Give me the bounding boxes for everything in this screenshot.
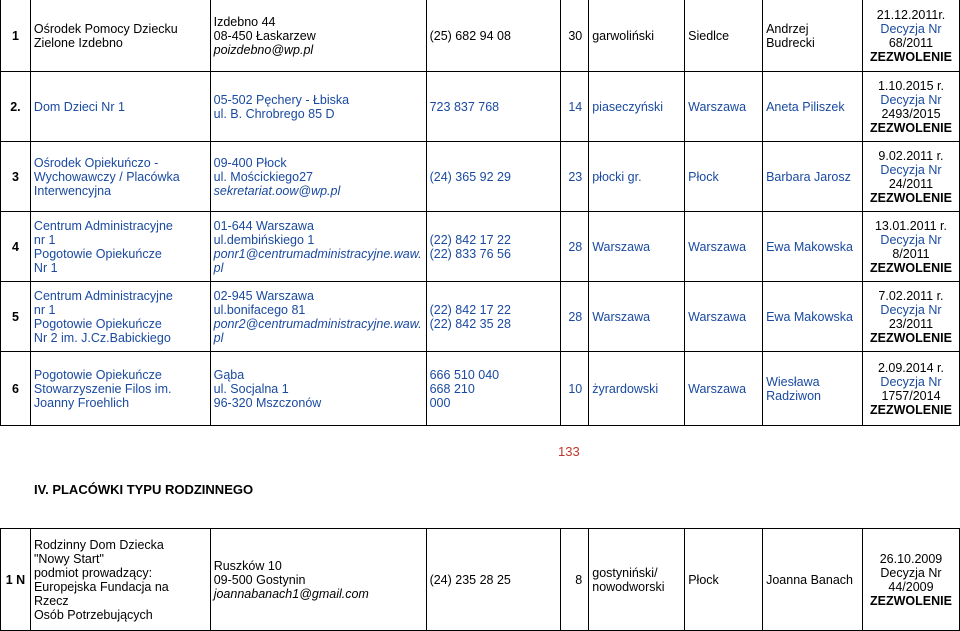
decision-cell — [862, 212, 959, 282]
page-number: 133 — [558, 444, 580, 459]
decision-status: ZEZWOLENIE — [870, 330, 952, 345]
decision-status: ZEZWOLENIE — [870, 260, 952, 275]
decision-cell — [862, 142, 959, 212]
phone: 666 510 040 668 210 000 — [426, 352, 561, 426]
director: Wiesława Radziwon — [763, 352, 863, 426]
director: Barbara Jarosz — [763, 142, 863, 212]
address-cell — [210, 72, 426, 142]
decision-date: 7.02.2011 r. — [878, 288, 944, 303]
row-number: 3 — [1, 142, 31, 212]
phone: 723 837 768 — [426, 72, 561, 142]
decision-date: 26.10.2009 — [879, 551, 943, 566]
decision-label: Decyzja Nr — [880, 302, 942, 317]
decision-status: ZEZWOLENIE — [870, 402, 952, 417]
city: Warszawa — [685, 212, 763, 282]
table-row — [1, 529, 960, 631]
email: poizdebno@wp.pl — [213, 42, 314, 57]
places: 8 — [561, 529, 589, 631]
decision-number: 2493/2015 — [881, 106, 941, 121]
decision-label: Decyzja Nr — [880, 232, 942, 247]
email: joannabanach1@gmail.com — [213, 586, 369, 601]
decision-cell — [862, 529, 959, 631]
decision-status: ZEZWOLENIE — [870, 49, 952, 64]
address: 02-945 Warszawa ul.bonifacego 81 — [213, 288, 314, 317]
city: Płock — [685, 142, 763, 212]
address: Izdebno 44 08-450 Łaskarzew — [213, 14, 316, 43]
row-number: 2. — [1, 72, 31, 142]
phone: (22) 842 17 22 (22) 833 76 56 — [426, 212, 561, 282]
decision-date: 13.01.2011 r. — [874, 218, 948, 233]
decision-number: 1757/2014 — [881, 388, 941, 403]
phone: (25) 682 94 08 — [426, 0, 561, 72]
decision-number: 44/2009 — [888, 579, 934, 594]
decision-date: 2.09.2014 r. — [877, 360, 944, 375]
city: Warszawa — [685, 282, 763, 352]
powiat: płocki gr. — [589, 142, 685, 212]
email: sekretariat.oow@wp.pl — [213, 183, 341, 198]
powiat: gostyniński/ nowodworski — [589, 529, 685, 631]
director: Ewa Makowska — [763, 282, 863, 352]
powiat: żyrardowski — [589, 352, 685, 426]
decision-date: 9.02.2011 r. — [878, 148, 944, 163]
powiat: Warszawa — [589, 212, 685, 282]
decision-status: ZEZWOLENIE — [870, 120, 952, 135]
places: 10 — [561, 352, 589, 426]
decision-number: 68/2011 — [888, 35, 934, 50]
address-cell — [210, 212, 426, 282]
decision-status: ZEZWOLENIE — [870, 593, 952, 608]
address-cell — [210, 142, 426, 212]
address-cell — [210, 529, 426, 631]
address-cell — [210, 352, 426, 426]
facilities-table-body — [1, 0, 960, 426]
address: Gąba ul. Socjalna 1 96-320 Mszczonów — [213, 367, 322, 410]
decision-date: 1.10.2015 r. — [877, 78, 944, 93]
places: 28 — [561, 282, 589, 352]
decision-number: 23/2011 — [888, 316, 934, 331]
places: 28 — [561, 212, 589, 282]
phone: (24) 365 92 29 — [426, 142, 561, 212]
decision-cell — [862, 0, 959, 72]
decision-label: Decyzja Nr — [880, 162, 942, 177]
facility-name: Centrum Administracyjne nr 1 Pogotowie Opiekuńcze Nr 2 im. J.Cz.Babickiego — [30, 282, 210, 352]
address: 05-502 Pęchery - Łbiska ul. B. Chrobrego 85 D — [213, 92, 350, 121]
powiat: piaseczyński — [589, 72, 685, 142]
table-row — [1, 352, 960, 426]
row-number: 1 — [1, 0, 31, 72]
row-number: 6 — [1, 352, 31, 426]
city: Warszawa — [685, 352, 763, 426]
powiat: garwoliński — [589, 0, 685, 72]
table-row — [1, 212, 960, 282]
table-row — [1, 282, 960, 352]
city: Płock — [685, 529, 763, 631]
facility-name: Ośrodek Pomocy Dziecku Zielone Izdebno — [30, 0, 210, 72]
address-cell — [210, 0, 426, 72]
table-row — [1, 72, 960, 142]
director: Joanna Banach — [763, 529, 863, 631]
table-row — [1, 0, 960, 72]
places: 23 — [561, 142, 589, 212]
places: 30 — [561, 0, 589, 72]
address: Ruszków 10 09-500 Gostynin — [213, 558, 306, 587]
address: 01-644 Warszawa ul.dembińskiego 1 — [213, 218, 315, 247]
address-cell — [210, 282, 426, 352]
decision-label: Decyzja Nr — [880, 374, 942, 389]
email: ponr2@centrumadministracyjne.waw. pl — [213, 316, 422, 345]
row-number: 5 — [1, 282, 31, 352]
director: Ewa Makowska — [763, 212, 863, 282]
table-row — [1, 142, 960, 212]
facility-name: Rodzinny Dom Dziecka "Nowy Start" podmiot prowadzący: Europejska Fundacja na Rzecz Osób Potrzebujących — [30, 529, 210, 631]
decision-number: 24/2011 — [888, 176, 934, 191]
decision-cell — [862, 282, 959, 352]
decision-label: Decyzja Nr — [880, 21, 942, 36]
section-title: IV. PLACÓWKI TYPU RODZINNEGO — [34, 482, 254, 497]
phone: (24) 235 28 25 — [426, 529, 561, 631]
city: Warszawa — [685, 72, 763, 142]
facility-name: Pogotowie Opiekuńcze Stowarzyszenie Filos im. Joanny Froehlich — [30, 352, 210, 426]
city: Siedlce — [685, 0, 763, 72]
powiat: Warszawa — [589, 282, 685, 352]
decision-status: ZEZWOLENIE — [870, 190, 952, 205]
email: ponr1@centrumadministracyjne.waw. pl — [213, 246, 422, 275]
family-facilities-table — [0, 528, 960, 631]
decision-label: Decyzja Nr — [880, 565, 942, 580]
decision-cell — [862, 72, 959, 142]
places: 14 — [561, 72, 589, 142]
decision-date: 21.12.2011r. — [876, 7, 946, 22]
row-number: 4 — [1, 212, 31, 282]
row-number: 1 N — [1, 529, 31, 631]
facility-name: Ośrodek Opiekuńczo - Wychowawczy / Placówka Interwencyjna — [30, 142, 210, 212]
decision-cell — [862, 352, 959, 426]
phone: (22) 842 17 22 (22) 842 35 28 — [426, 282, 561, 352]
decision-number: 8/2011 — [892, 246, 930, 261]
facility-name: Dom Dzieci Nr 1 — [30, 72, 210, 142]
address: 09-400 Płock ul. Mościckiego27 — [213, 155, 313, 184]
facility-name: Centrum Administracyjne nr 1 Pogotowie Opiekuńcze Nr 1 — [30, 212, 210, 282]
director: Aneta Piliszek — [763, 72, 863, 142]
decision-label: Decyzja Nr — [880, 92, 942, 107]
director: Andrzej Budrecki — [763, 0, 863, 72]
